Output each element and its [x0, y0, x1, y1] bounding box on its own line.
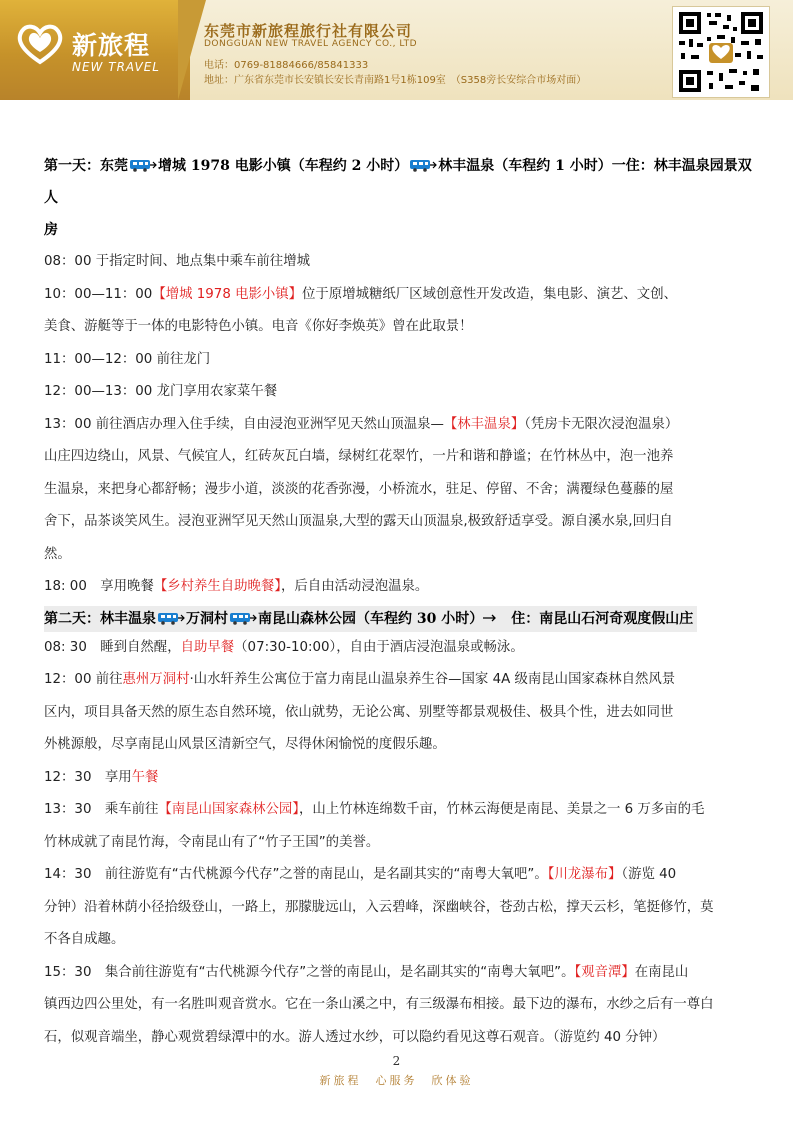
day-1-heading [44, 150, 756, 214]
highlight-attraction: 【观音潭】 [574, 964, 635, 980]
company-address: 地址：广东省东莞市长安镇长安长青南路1号1栋109室 （S358旁长安综合市场对面） [204, 75, 587, 86]
description: 13：00 前往酒店办理入住手续，自由浸泡亚洲罕见天然山顶温泉— [44, 416, 444, 432]
time: 18: 00 享用晚餐 [44, 579, 154, 594]
time: 10：00—11：00 [44, 286, 153, 302]
itinerary-line [44, 632, 756, 665]
day-1-stop-linfeng: 林丰温泉（车程约 1 小时）一住：林丰温泉园景双人 [44, 158, 752, 206]
day-2-hotel: 住：南昆山石河奇观度假山庄 [497, 610, 694, 627]
description: 在南昆山 [634, 964, 689, 980]
itinerary-line: 美食、游艇等于一体的电影特色小镇。电音《你好李焕英》曾在此取景！ [44, 319, 473, 334]
description: 14：30 前往游览有“古代桃源今代存”之誉的南昆山，是名副其实的“南粤大氧吧”。 [44, 867, 548, 882]
description: （07:30-10:00），自由于酒店浸泡温泉或畅泳。 [234, 639, 524, 655]
day-2-stop-wandong: 万洞村 [186, 610, 228, 627]
day-1-title-part: 第一天：东莞 [44, 158, 128, 174]
highlight-attraction: 【川龙瀑布】 [547, 867, 622, 882]
itinerary-line: 山庄四边绕山，风景、气候宜人，红砖灰瓦白墙，绿树红花翠竹，一片和谐和静谧；在竹林丛中，泡一池养 [44, 449, 674, 464]
day-2-title-part: 第二天：林丰温泉 [44, 610, 156, 627]
highlight-attraction: 惠州万洞村 [122, 672, 190, 687]
time: 12：00 前往 [44, 672, 123, 687]
itinerary-line: 外桃源般，尽享南昆山风景区清新空气，尽得休闲愉悦的度假乐趣。 [44, 737, 446, 752]
description: 15：30 集合前往游览有“古代桃源今代存”之誉的南昆山，是名副其实的“南粤大氧吧”。 [44, 964, 575, 980]
bus-icon [229, 612, 257, 625]
logo-band [0, 0, 200, 100]
divider-shape [178, 0, 206, 100]
itinerary-line: 区内，项目具备天然的原生态自然环境，依山就势，无论公寓、别墅等都景观极佳、极具个性，进去如同世 [44, 704, 674, 720]
itinerary-line: 不各自成趣。 [44, 932, 125, 947]
description: ·山水轩养生公寓位于富力南昆山温泉养生谷—国家 4A 级南昆山国家森林自然风景 [189, 672, 676, 687]
description: （游览 40 [621, 867, 677, 882]
itinerary-line: 镇西边四公里处，有一名胜叫观音赏水。它在一条山溪之中，有三级瀑布相接。最下边的瀑布，水纱之后有一尊白 [44, 997, 714, 1012]
footer-slogan: 新旅程 心服务 欣体验 [319, 1074, 474, 1087]
itinerary-line: 舍下，品茶谈笑风生。浸泡亚洲罕见天然山顶温泉,大型的露天山顶温泉,极致舒适享受。源自溪水泉,回归自 [44, 514, 673, 529]
itinerary-line [44, 859, 756, 892]
itinerary-line: 石，似观音端坐，静心观赏碧绿潭中的水。游人透过水纱，可以隐约看见这尊石观音。（游览约 40 分钟） [44, 1029, 666, 1045]
itinerary-line: 11：00—12：00 前往龙门 [44, 351, 211, 367]
itinerary [44, 150, 756, 1054]
day-2-heading [44, 606, 697, 632]
arrow-right-icon [483, 614, 497, 622]
itinerary-line: 08：00 于指定时间、地点集中乘车前往增城 [44, 254, 310, 269]
time: 08: 30 睡到自然醒， [44, 639, 181, 655]
day-1-stop-zengcheng: 增城 1978 电影小镇（车程约 2 小时） [158, 158, 409, 174]
description: （凭房卡无限次浸泡温泉） [524, 416, 679, 432]
description: ，山上竹林连绵数千亩，竹林云海便是南昆、美景之一 6 万多亩的毛 [299, 802, 705, 817]
day-1-heading-cont: 房 [44, 222, 58, 238]
description: ，后自由活动浸泡温泉。 [281, 579, 429, 594]
company-name-en: DONGGUAN NEW TRAVEL AGENCY CO., LTD [204, 39, 418, 49]
itinerary-line: 12：00—13：00 龙门享用农家菜午餐 [44, 384, 278, 399]
highlight-meal: 午餐 [131, 769, 159, 785]
itinerary-line [44, 279, 756, 312]
day-2-stop-nankunshan: 南昆山森林公园（车程约 30 小时） [258, 610, 484, 627]
itinerary-line [44, 571, 756, 604]
time: 13：30 乘车前往 [44, 802, 159, 817]
highlight-attraction: 【南昆山国家森林公园】 [158, 802, 300, 817]
highlight-attraction: 【增城 1978 电影小镇】 [152, 286, 303, 302]
highlight-meal: 自助早餐 [180, 639, 235, 655]
letterhead [0, 0, 793, 100]
itinerary-line [44, 957, 756, 990]
logo-text-en: NEW TRAVEL [72, 60, 160, 74]
highlight-meal: 【乡村养生自助晚餐】 [153, 579, 282, 594]
bus-icon [409, 159, 437, 172]
itinerary-line: 生温泉，来把身心都舒畅；漫步小道，淡淡的花香弥漫，小桥流水，驻足、停留、不舍；满覆绿色蔓藤的屋 [44, 481, 674, 497]
heart-logo-icon [14, 22, 66, 66]
itinerary-line [44, 409, 756, 442]
highlight-attraction: 【林丰温泉】 [443, 416, 525, 432]
company-name-cn: 东莞市新旅程旅行社有限公司 [204, 22, 413, 40]
logo-text-cn: 新旅程 [72, 31, 151, 60]
itinerary-line: 然。 [44, 546, 71, 562]
description: 位于原增城糖纸厂区域创意性开发改造，集电影、演艺、文创、 [302, 286, 677, 302]
company-phone: 电话：0769-81884666/85841333 [204, 60, 369, 71]
bus-icon [129, 159, 157, 172]
qr-code-icon [672, 6, 770, 98]
itinerary-line [44, 664, 756, 697]
bus-icon [157, 612, 185, 625]
time: 12：30 享用 [44, 769, 132, 785]
itinerary-line: 竹林成就了南昆竹海，令南昆山有了“竹子王国”的美誉。 [44, 834, 380, 850]
itinerary-line [44, 762, 756, 795]
itinerary-line [44, 794, 756, 827]
page-number: 2 [392, 1054, 401, 1068]
itinerary-line: 分钟）沿着林荫小径拾级登山，一路上，那朦胧远山，入云碧峰，深幽峡谷，苍劲古松，撑天云杉，笔挺修竹，莫 [44, 899, 714, 915]
